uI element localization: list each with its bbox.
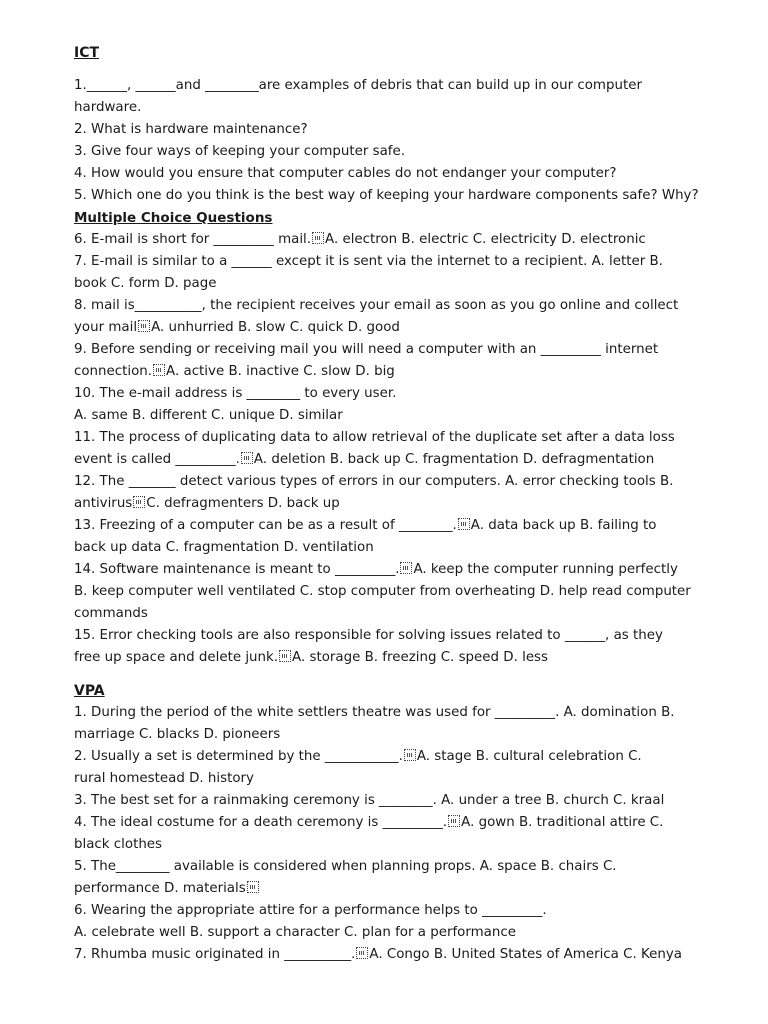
question-line xyxy=(74,251,696,273)
answer-options: A. storage B. freezing C. speed D. less xyxy=(292,650,549,665)
spacer xyxy=(74,669,696,680)
question-text: free up space and delete junk. xyxy=(74,650,279,665)
question-line xyxy=(74,922,696,944)
question-line: 3. Give four ways of keeping your computer safe. xyxy=(74,144,405,159)
question-line: 5. Which one do you think is the best way of keeping your hardware components safe? Why? xyxy=(74,188,699,203)
separator-glyph-icon xyxy=(241,452,253,464)
question-line xyxy=(74,229,696,251)
question-line: 1.______, ______and ________are examples of debris that can build up in our computer xyxy=(74,78,642,93)
question-line xyxy=(74,812,696,834)
question-text: 7. E-mail is similar to a ______ except it is sent via the internet to a recipient. A. letter B. xyxy=(74,254,663,269)
question-line: 4. How would you ensure that computer cables do not endanger your computer? xyxy=(74,166,617,181)
question-text: 6. E-mail is short for _________ mail. xyxy=(74,232,312,247)
question-text: 7. Rhumba music originated in __________. xyxy=(74,947,356,962)
answer-options: A. data back up B. failing to xyxy=(470,518,657,533)
question-line xyxy=(74,493,696,515)
ict-mcq-list xyxy=(74,229,696,669)
document-page xyxy=(74,42,699,966)
question-text: black clothes xyxy=(74,837,163,852)
question-line xyxy=(74,295,696,317)
question-text: 10. The e-mail address is ________ to every user. xyxy=(74,386,397,401)
question-line xyxy=(74,625,696,647)
question-line xyxy=(74,339,696,361)
question-line xyxy=(74,834,696,856)
separator-glyph-icon xyxy=(458,518,470,530)
question-text: 5. The________ available is considered when planning props. A. space B. chairs C. xyxy=(74,859,617,874)
question-line xyxy=(74,856,696,878)
question-line xyxy=(74,515,696,537)
question-line xyxy=(74,790,696,812)
question-text: B. keep computer well ventilated C. stop computer from overheating D. help read computer xyxy=(74,584,691,599)
question-line xyxy=(74,724,696,746)
question-text: 12. The _______ detect various types of errors in our computers. A. error checking tools B. xyxy=(74,474,674,489)
question-line xyxy=(74,581,696,603)
question-line xyxy=(74,273,696,295)
answer-options: A. Congo B. United States of America C. Kenya xyxy=(369,947,682,962)
ict-open-questions xyxy=(74,75,699,207)
answer-options: A. deletion B. back up C. fragmentation D. defragmentation xyxy=(253,452,655,467)
question-text: A. celebrate well B. support a character C. plan for a performance xyxy=(74,925,516,940)
question-line xyxy=(74,559,696,581)
question-line: 2. What is hardware maintenance? xyxy=(74,122,308,137)
question-text: rural homestead D. history xyxy=(74,771,254,786)
question-text: marriage C. blacks D. pioneers xyxy=(74,727,281,742)
vpa-heading: VPA xyxy=(74,683,105,699)
vpa-question-list xyxy=(74,702,696,966)
question-text: event is called _________. xyxy=(74,452,240,467)
question-line xyxy=(74,427,696,449)
question-text: 15. Error checking tools are also responsible for solving issues related to ______, as they xyxy=(74,628,663,643)
question-line xyxy=(74,361,696,383)
answer-options: A. keep the computer running perfectly xyxy=(413,562,678,577)
question-line xyxy=(74,317,696,339)
question-text: back up data C. fragmentation D. ventilation xyxy=(74,540,374,555)
question-line xyxy=(74,944,696,966)
question-line xyxy=(74,405,696,427)
question-line xyxy=(74,900,696,922)
separator-glyph-icon xyxy=(279,650,291,662)
question-text: book C. form D. page xyxy=(74,276,217,291)
separator-glyph-icon xyxy=(247,881,259,893)
question-text: antivirus xyxy=(74,496,133,511)
ict-heading: ICT xyxy=(74,45,100,61)
question-line xyxy=(74,878,696,900)
answer-options: A. stage B. cultural celebration C. xyxy=(416,749,642,764)
question-text: 9. Before sending or receiving mail you will need a computer with an _________ internet xyxy=(74,342,659,357)
separator-glyph-icon xyxy=(133,496,145,508)
answer-options: A. unhurried B. slow C. quick D. good xyxy=(151,320,400,335)
question-text: 14. Software maintenance is meant to _________. xyxy=(74,562,400,577)
question-text: 11. The process of duplicating data to allow retrieval of the duplicate set after a data loss xyxy=(74,430,675,445)
question-line xyxy=(74,449,696,471)
answer-options: A. active B. inactive C. slow D. big xyxy=(166,364,395,379)
question-text: 4. The ideal costume for a death ceremony is _________. xyxy=(74,815,448,830)
question-text: 2. Usually a set is determined by the ___________. xyxy=(74,749,403,764)
question-text: commands xyxy=(74,606,148,621)
question-text: 6. Wearing the appropriate attire for a performance helps to _________. xyxy=(74,903,547,918)
answer-options: A. electron B. electric C. electricity D. electronic xyxy=(325,232,646,247)
answer-options: A. gown B. traditional attire C. xyxy=(461,815,664,830)
question-line xyxy=(74,383,696,405)
question-line xyxy=(74,768,696,790)
question-text: 13. Freezing of a computer can be as a result of ________. xyxy=(74,518,457,533)
question-text: A. same B. different C. unique D. similar xyxy=(74,408,343,423)
question-line xyxy=(74,647,696,669)
question-text: 3. The best set for a rainmaking ceremony is ________. A. under a tree B. church C. kraal xyxy=(74,793,665,808)
question-line xyxy=(74,537,696,559)
separator-glyph-icon xyxy=(404,749,416,761)
question-line xyxy=(74,746,696,768)
separator-glyph-icon xyxy=(153,364,165,376)
question-text: your mail xyxy=(74,320,138,335)
question-line: hardware. xyxy=(74,100,142,115)
question-text: 8. mail is__________, the recipient receives your email as soon as you go online and collect xyxy=(74,298,679,313)
answer-options: C. defragmenters D. back up xyxy=(146,496,340,511)
question-text: 1. During the period of the white settlers theatre was used for _________. A. domination B. xyxy=(74,705,675,720)
question-text: performance D. materials xyxy=(74,881,246,896)
question-line xyxy=(74,603,696,625)
separator-glyph-icon xyxy=(356,947,368,959)
question-line xyxy=(74,702,696,724)
separator-glyph-icon xyxy=(138,320,150,332)
spacer xyxy=(74,64,696,75)
separator-glyph-icon xyxy=(312,232,324,244)
question-text: connection. xyxy=(74,364,153,379)
separator-glyph-icon xyxy=(448,815,460,827)
mcq-heading: Multiple Choice Questions xyxy=(74,210,273,226)
question-line xyxy=(74,471,696,493)
separator-glyph-icon xyxy=(400,562,412,574)
